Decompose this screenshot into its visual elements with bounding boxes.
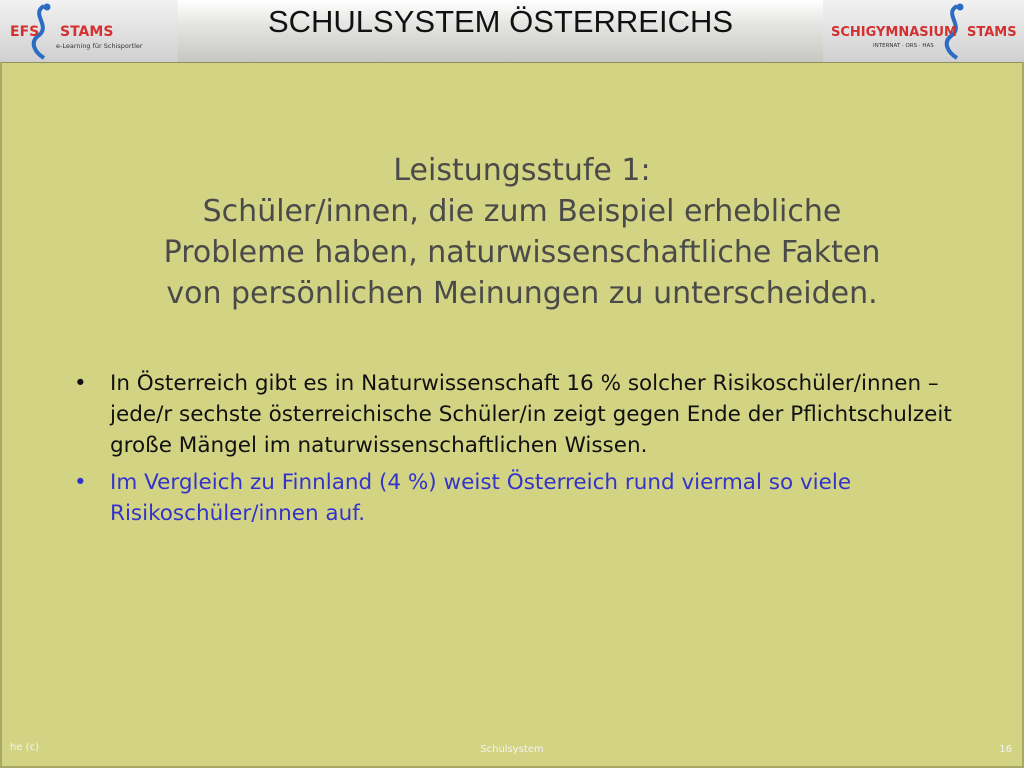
- footer-section-name: Schulsystem: [480, 744, 544, 755]
- schigymnasium-stams-logo: [823, 0, 1024, 62]
- slide-title: [60, 150, 984, 314]
- header-title: SCHULSYSTEM ÖSTERREICHS: [267, 4, 734, 39]
- bullet-text: In Österreich gibt es in Naturwissenschaft 16 % solcher Risikoschüler/innen – jede/r sechste österreichische Schüler/in zeigt gegen Ende der Pflichtschulzeit große Mängel im naturwissenschaftlichen Wissen.: [110, 371, 952, 458]
- schigymnasium-logo-graphic: [823, 0, 1024, 62]
- bullet-marker: •: [74, 470, 87, 495]
- logo-right-tagline: INTERNAT · ORS · HAS: [873, 43, 934, 49]
- frame-left-border: [0, 62, 2, 768]
- slide-title-line: Probleme haben, naturwissenschaftliche Fakten: [163, 235, 881, 270]
- slide-title-line: von persönlichen Meinungen zu unterscheiden.: [166, 276, 878, 311]
- slide-title-line: Schüler/innen, die zum Beispiel erhebliche: [202, 194, 842, 229]
- slide-title-line: Leistungsstufe 1:: [393, 153, 651, 188]
- bullet-item: [70, 467, 970, 529]
- bullet-text: Im Vergleich zu Finnland (4 %) weist Österreich rund viermal so viele Risikoschüler/innen auf.: [110, 470, 852, 526]
- efs-stams-logo: [0, 0, 178, 62]
- logo-left-word2: STAMS: [60, 24, 114, 40]
- logo-left-tagline: e-Learning für Schisportler: [56, 42, 143, 50]
- bullet-list: [70, 368, 970, 535]
- footer-copyright: he (c): [10, 742, 39, 753]
- header-bar: [0, 0, 1024, 63]
- bullet-item: [70, 368, 970, 461]
- footer-page-number: 16: [999, 744, 1012, 755]
- logo-right-word2: STAMS: [967, 25, 1017, 40]
- logo-right-word1: SCHIGYMNASIUM: [831, 25, 957, 40]
- logo-left-word1: EFS: [10, 24, 40, 40]
- efs-stams-logo-graphic: [0, 0, 178, 62]
- bullet-marker: •: [74, 371, 87, 396]
